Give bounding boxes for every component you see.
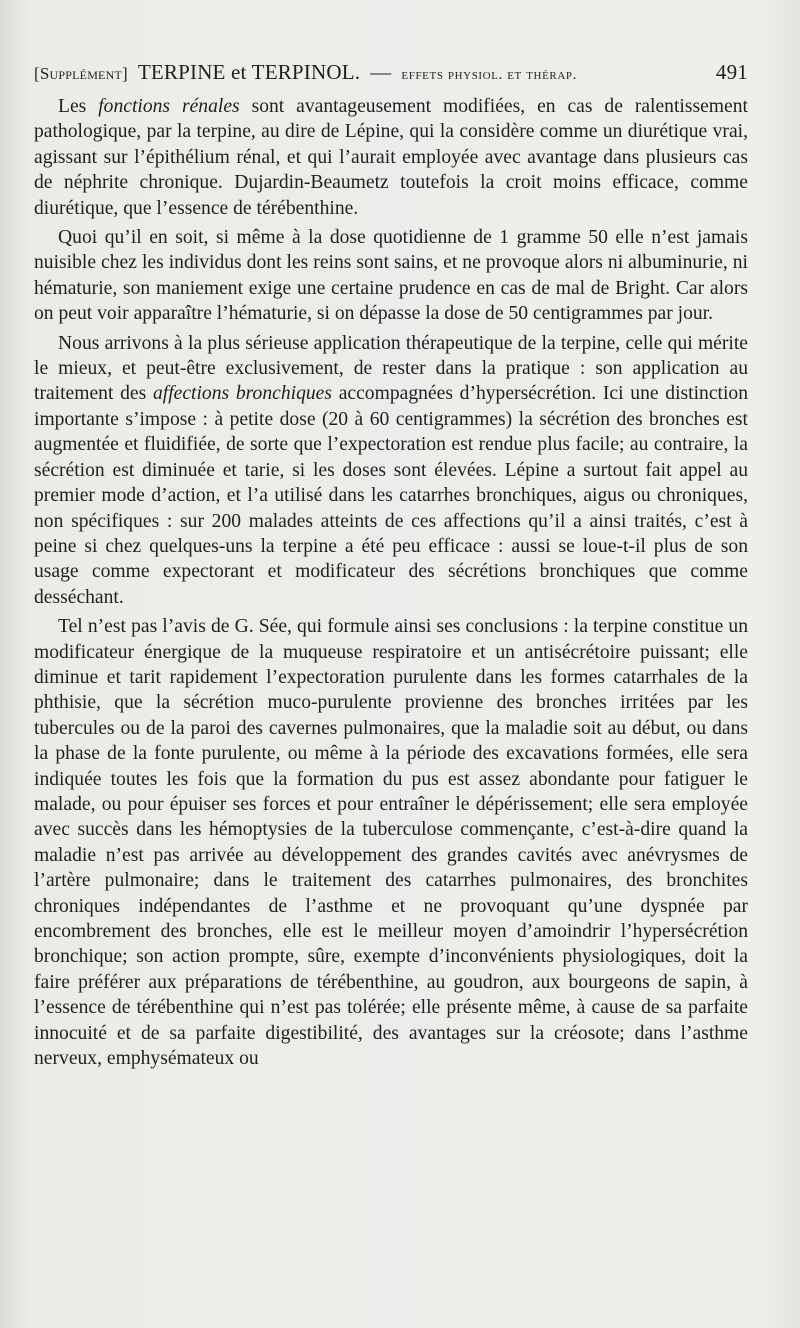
paragraph-text: Nous arrivons à la plus sérieuse application thérapeutique de la terpine, celle qui mérite le mieux, et peut-être exclusivement, de rester dans la pratique : son application au traitement des [34,332,748,405]
header-dash: — [370,60,392,84]
header-title: TERPINE et TERPINOL. [137,60,361,84]
paragraph-text: accompagnées d’hypersécrétion. Ici une distinction importante s’impose : à petite dose (20 à 60 centigrammes) la sécrétion des bronches est augmentée et fluidifiée, de sorte que l’expectoration est rendue plus facile; au contraire, la sécrétion est diminuée et tarie, si les doses sont élevées. Lépine a surtout fait appel au premier mode d’action, et l’a utilisé dans les catarrhes bronchiques, aigus ou chroniques, non spécifiques : sur 200 malades atteints de ces affections qu’il a ainsi traités, c’est à peine si chez quelques-uns la terpine a été peu efficace : aussi se loue-t-il plus de son usage comme expectorant et modificateur des sécrétions bronchiques que comme desséchant. [34,383,748,608]
supplement-label: [Supplément] [34,64,128,83]
paragraph-text: Les [58,96,99,117]
paragraph-text: Tel n’est pas l’avis de G. Sée, qui formule ainsi ses conclusions : la terpine constitue un modificateur énergique de la muqueuse respiratoire et un antisécrétoire puissant; elle diminue et tarit rapidement l’expectoration purulente dans les formes catarrhales de la phthisie, que la sécrétion muco-purulente provienne des bronches irritées par les tubercules ou de la paroi des cavernes pulmonaires, que la maladie soit au début, ou dans la phase de la fonte purulente, ou même à la période des excavations formées, elle sera indiquée toutes les fois que la formation du pus est assez abondante pour fatiguer le malade, ou pour épuiser ses forces et pour entraîner le dépérissement; elle sera employée avec succès dans les hémoptysies de la tuberculose commençante, c’est-à-dire quand la maladie n’est pas arrivée au développement des grandes cavités avec anévrysmes de l’artère pulmonaire; dans le traitement des catarrhes pulmonaires, des bronchites chroniques indépendantes de l’asthme et ne provoquant qu’une dyspnée par encombrement des bronches, elle est le meilleur moyen d’amoindrir l’hypersécrétion bronchique; son action prompte, sûre, exempte d’inconvénients physiologiques, doit la faire préférer aux préparations de térébenthine, au goudron, aux bourgeons de sapin, à l’essence de térébenthine qui n’est pas tolérée; elle présente même, à cause de sa parfaite innocuité et de sa parfaite digestibilité, des avantages sur la créosote; dans l’asthme nerveux, emphysémateux ou [34,616,748,1070]
paragraph-dosage [34,225,748,327]
running-header [34,60,748,90]
paragraph-see-conclusions [34,614,748,1071]
page-number: 491 [715,60,748,84]
emphasis-text: fonctions rénales [98,96,240,117]
paragraph-bronchial-affections [34,331,748,610]
running-header-left [34,60,577,85]
header-subtitle: effets physiol. et thérap. [401,67,577,83]
paragraph-text: Quoi qu’il en soit, si même à la dose quotidienne de 1 gramme 50 elle n’est jamais nuisible chez les individus dont les reins sont sains, et ne provoque alors ni albuminurie, ni hématurie, son maniement exige une certaine prudence en cas de mal de Bright. Car alors on peut voir apparaître l’hématurie, si on dépasse la dose de 50 centigrammes par jour. [34,227,748,325]
emphasis-text: affections bronchiques [152,383,332,405]
body-text [34,94,748,1071]
paragraph-text: sont avantageusement modifiées, en cas de ralentissement pathologique, par la terpine, au dire de Lépine, qui la considère comme un diurétique vrai, agissant sur l’épithélium rénal, et qui l’aurait employée avec avantage dans plusieurs cas de néphrite chronique. Dujardin-Beaumetz toutefois la croit moins efficace, comme diurétique, que l’essence de térébenthine. [34,96,748,219]
paragraph-renal-functions [34,94,748,221]
